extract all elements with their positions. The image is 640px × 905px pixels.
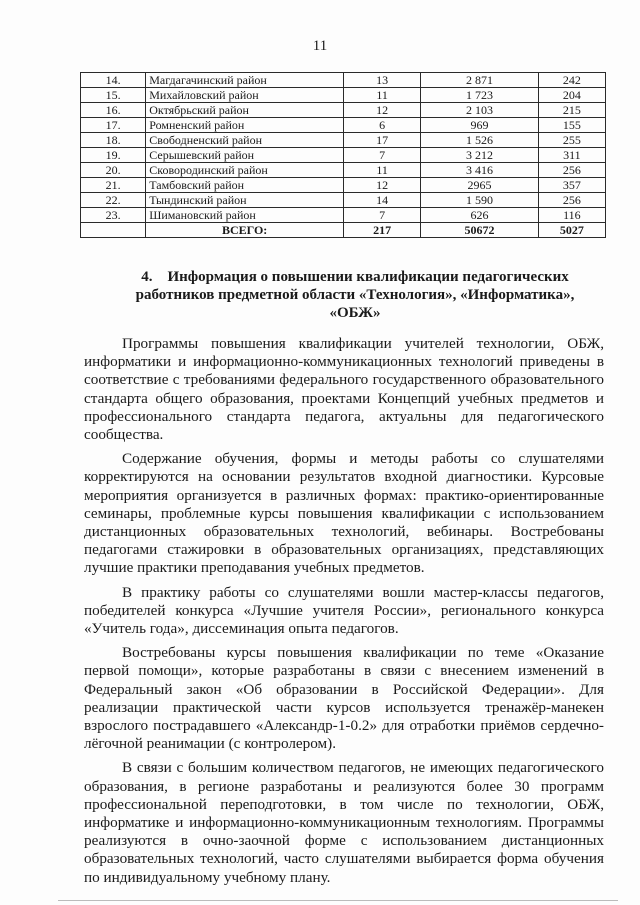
total-label: ВСЕГО:	[146, 223, 344, 238]
cell-value-b: 626	[421, 208, 538, 223]
section-title-text: Информация о повышении квалификации педагогических работников предметной области «Технология», «Информатика», «ОБЖ»	[135, 269, 575, 321]
row-number: 17.	[81, 118, 146, 133]
row-number: 23.	[81, 208, 146, 223]
table-row	[81, 208, 606, 223]
cell-value-b: 1 590	[421, 193, 538, 208]
district-name: Свободненский район	[146, 133, 344, 148]
cell-value-c: 256	[538, 163, 605, 178]
table-row	[81, 178, 606, 193]
cell-value-c: 357	[538, 178, 605, 193]
district-name: Шимановский район	[146, 208, 344, 223]
district-name: Сковородинский район	[146, 163, 344, 178]
paragraph: Востребованы курсы повышения квалификации по теме «Оказание первой помощи», которые разработаны в связи с внесением изменений в Федеральный закон «Об образовании в Российской Федерации». Для реализации практической части курсов используется тренажёр-манекен взрослого пострадавшего «Александр-1-0.2» для отработки приёмов сердечно-лёгочной реанимации (с контролером).	[84, 644, 604, 753]
row-number: 19.	[81, 148, 146, 163]
section-heading	[115, 268, 595, 322]
cell-value-a: 7	[343, 208, 420, 223]
cell-value-c: 256	[538, 193, 605, 208]
cell-value-c: 155	[538, 118, 605, 133]
cell-value-a: 12	[343, 103, 420, 118]
table-row	[81, 88, 606, 103]
paragraph: Содержание обучения, формы и методы работы со слушателями корректируются на основании результатов входной диагностики. Курсовые мероприятия организуется в различных формах: практико-ориентированные семинары, проблемные курсы повышения квалификации с использованием дистанционных образовательных технологий, вебинары. Востребованы педагогами стажировки в образовательных организациях, представляющих лучшие практики преподавания учебных предметов.	[84, 450, 604, 577]
cell-value-b: 2965	[421, 178, 538, 193]
district-name: Октябрьский район	[146, 103, 344, 118]
cell-value-b: 3 212	[421, 148, 538, 163]
cell-value-b: 2 103	[421, 103, 538, 118]
cell-value-c: 311	[538, 148, 605, 163]
cell-value-b: 969	[421, 118, 538, 133]
bottom-divider	[58, 900, 618, 901]
row-number: 16.	[81, 103, 146, 118]
total-value-b: 50672	[421, 223, 538, 238]
district-name: Тындинский район	[146, 193, 344, 208]
cell-value-b: 3 416	[421, 163, 538, 178]
cell-value-a: 11	[343, 163, 420, 178]
district-statistics-table	[80, 72, 606, 238]
table-row	[81, 193, 606, 208]
body-text	[84, 335, 604, 893]
table-total-row	[81, 223, 606, 238]
paragraph: В связи с большим количеством педагогов, не имеющих педагогического образования, в регионе разработаны и реализуются более 30 программ профессиональной переподготовки, в том числе по технологии, ОБЖ, информатике и информационно-коммуникационным технологиям. Программы реализуются в очно-заочной форме с использованием дистанционных образовательных технологий, часто слушателями выбирается форма обучения по индивидуальному учебному плану.	[84, 759, 604, 886]
district-name: Михайловский район	[146, 88, 344, 103]
cell-value-c: 255	[538, 133, 605, 148]
row-number: 14.	[81, 73, 146, 88]
district-name: Тамбовский район	[146, 178, 344, 193]
cell-value-c: 116	[538, 208, 605, 223]
table-row	[81, 148, 606, 163]
table-row	[81, 163, 606, 178]
row-number: 18.	[81, 133, 146, 148]
paragraph: В практику работы со слушателями вошли мастер-классы педагогов, победителей конкурса «Лучшие учителя России», регионального конкурса «Учитель года», диссеминация опыта педагогов.	[84, 583, 604, 638]
total-value-c: 5027	[538, 223, 605, 238]
paragraph: Программы повышения квалификации учителей технологии, ОБЖ, информатики и информационно-коммуникационных технологий приведены в соответствие с требованиями федерального государственного образовательного стандарта общего образования, проектами Концепций учебных предметов и профессионального стандарта педагога, актуальны для педагогического сообщества.	[84, 335, 604, 444]
total-value-a: 217	[343, 223, 420, 238]
row-number: 20.	[81, 163, 146, 178]
empty-cell	[81, 223, 146, 238]
row-number: 15.	[81, 88, 146, 103]
district-name: Ромненский район	[146, 118, 344, 133]
cell-value-b: 2 871	[421, 73, 538, 88]
cell-value-c: 242	[538, 73, 605, 88]
table-row	[81, 103, 606, 118]
cell-value-a: 12	[343, 178, 420, 193]
cell-value-a: 6	[343, 118, 420, 133]
page-number: 11	[312, 38, 328, 54]
cell-value-b: 1 526	[421, 133, 538, 148]
table-row	[81, 118, 606, 133]
cell-value-a: 14	[343, 193, 420, 208]
table-row	[81, 73, 606, 88]
district-name: Магдагачинский район	[146, 73, 344, 88]
cell-value-a: 13	[343, 73, 420, 88]
cell-value-c: 215	[538, 103, 605, 118]
row-number: 22.	[81, 193, 146, 208]
cell-value-b: 1 723	[421, 88, 538, 103]
section-number: 4.	[141, 269, 153, 285]
cell-value-a: 17	[343, 133, 420, 148]
cell-value-c: 204	[538, 88, 605, 103]
row-number: 21.	[81, 178, 146, 193]
table-row	[81, 133, 606, 148]
district-name: Серышевский район	[146, 148, 344, 163]
cell-value-a: 11	[343, 88, 420, 103]
cell-value-a: 7	[343, 148, 420, 163]
